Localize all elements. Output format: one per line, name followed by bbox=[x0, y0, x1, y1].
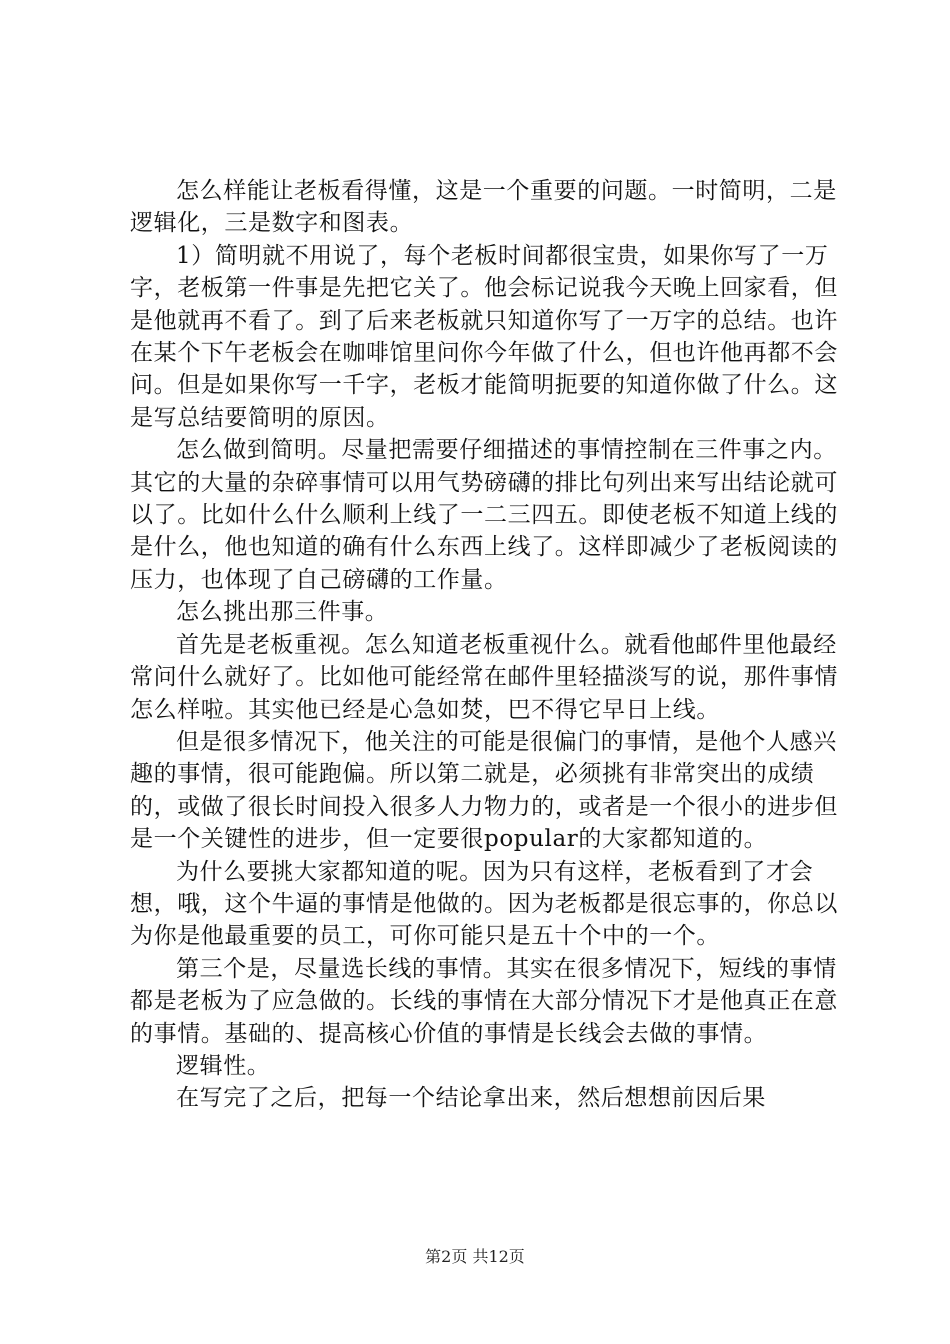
paragraph-logic-start: 在写完了之后，把每一个结论拿出来，然后想想前因后果 bbox=[176, 1085, 766, 1112]
paragraph-concise-reason: 1）简明就不用说了，每个老板时间都很宝贵，如果你写了一万字，老板第一件事是先把它关了。他会标记说我今天晚上回家看，但是他就再不看了。到了后来老板就只知道你写了一万字的总结。也许在某个下午老板会在咖啡馆里问你今年做了什么，但也许他再都不会问。但是如果你写一千字，老板才能简明扼要的知道你做了什么。这是写总结要简明的原因。 bbox=[130, 242, 838, 431]
paragraph-boss-priority: 首先是老板重视。怎么知道老板重视什么。就看他邮件里他最经常问什么就好了。比如他可能经常在邮件里轻描淡写的说，那件事情怎么样啦。其实他已经是心急如焚，巴不得它早日上线。 bbox=[130, 631, 838, 723]
paragraph-intro: 怎么样能让老板看得懂，这是一个重要的问题。一时简明，二是逻辑化，三是数字和图表。 bbox=[130, 178, 837, 237]
paragraph-pick-three: 怎么挑出那三件事。 bbox=[176, 599, 389, 626]
paragraph-long-term: 第三个是，尽量选长线的事情。其实在很多情况下，短线的事情都是老板为了应急做的。长线的事情在大部分情况下才是他真正在意的事情。基础的、提高核心价值的事情是长线会去做的事情。 bbox=[130, 955, 838, 1047]
paragraph-why-known: 为什么要挑大家都知道的呢。因为只有这样，老板看到了才会想，哦，这个牛逼的事情是他做的。因为老板都是很忘事的，你总以为你是他最重要的员工，可你可能只是五十个中的一个。 bbox=[130, 858, 838, 950]
paragraph-logic-heading: 逻辑性。 bbox=[176, 1052, 271, 1079]
document-body bbox=[130, 175, 840, 1115]
paragraph-how-concise: 怎么做到简明。尽量把需要仔细描述的事情控制在三件事之内。其它的大量的杂碎事情可以用气势磅礴的排比句列出来写出结论就可以了。比如什么什么顺利上线了一二三四五。即使老板不知道上线的是什么，他也知道的确有什么东西上线了。这样即减少了老板阅读的压力，也体现了自己磅礴的工作量。 bbox=[130, 437, 838, 593]
paragraph-popular-achievement: 但是很多情况下，他关注的可能是很偏门的事情，是他个人感兴趣的事情，很可能跑偏。所以第二就是，必须挑有非常突出的成绩的，或做了很长时间投入很多人力物力的，或者是一个很小的进步但是一个关键性的进步，但一定要很popular的大家都知道的。 bbox=[130, 728, 838, 853]
page-number: 第2页 共12页 bbox=[425, 1247, 525, 1266]
